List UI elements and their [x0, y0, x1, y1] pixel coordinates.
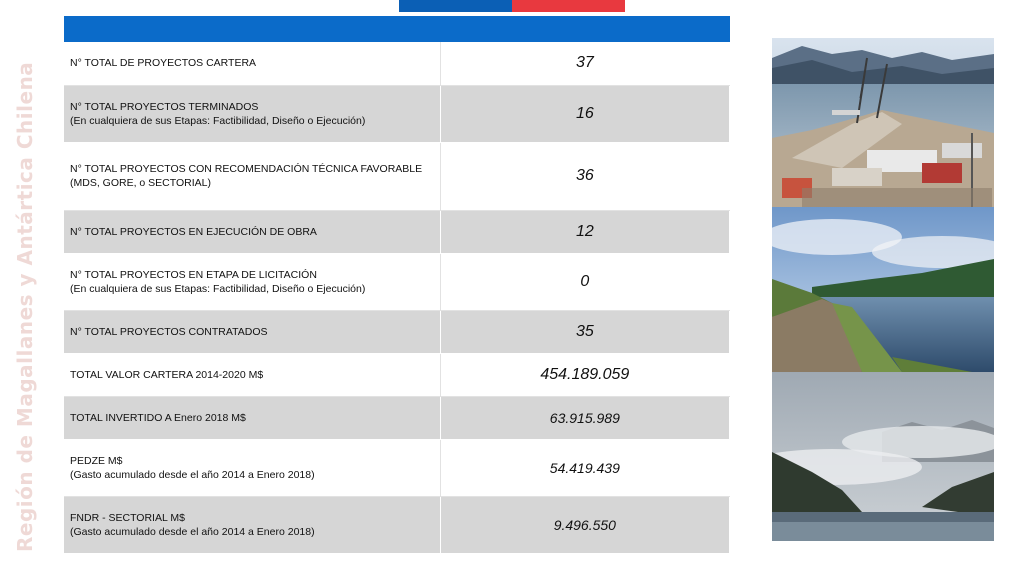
row-label: [64, 142, 440, 210]
table-row: [64, 353, 730, 396]
row-title: FNDR - SECTORIAL M$: [70, 511, 185, 524]
row-value: 37: [440, 42, 729, 85]
row-label: [64, 496, 440, 553]
row-label: [64, 396, 440, 439]
row-subtitle: (MDS, GORE, o SECTORIAL): [70, 177, 211, 189]
port-construction-image: [772, 38, 994, 207]
row-title: TOTAL VALOR CARTERA 2014-2020 M$: [70, 368, 264, 381]
table-row: [64, 85, 730, 142]
row-subtitle: (En cualquiera de sus Etapas: Factibilidad, Diseño o Ejecución): [70, 282, 366, 295]
row-value: 36: [440, 142, 729, 210]
row-value: 35: [440, 310, 729, 353]
row-value: 63.915.989: [440, 396, 729, 439]
row-subtitle: (En cualquiera de sus Etapas: Factibilidad, Diseño o Ejecución): [70, 114, 366, 127]
lakeside-road-photo: [772, 207, 994, 372]
table-row: [64, 142, 730, 210]
row-title: TOTAL INVERTIDO A Enero 2018 M$: [70, 411, 246, 424]
row-label: [64, 210, 440, 253]
row-value: 12: [440, 210, 729, 253]
row-label: [64, 439, 440, 496]
row-title: PEDZE M$: [70, 454, 123, 467]
row-title: N° TOTAL DE PROYECTOS CARTERA: [70, 57, 257, 70]
table-row: [64, 310, 730, 353]
row-label: [64, 42, 440, 85]
row-subtitle: (Gasto acumulado desde el año 2014 a Enero 2018): [70, 525, 315, 538]
row-value: 16: [440, 85, 729, 142]
table-row: [64, 210, 730, 253]
row-title: N° TOTAL PROYECTOS CON RECOMENDACIÓN TÉCNICA FAVORABLE: [70, 163, 423, 175]
table-row: [64, 253, 730, 310]
port-construction-photo: [772, 38, 994, 207]
row-title: N° TOTAL PROYECTOS EN ETAPA DE LICITACIÓN: [70, 268, 317, 281]
row-value: 9.496.550: [440, 496, 729, 553]
projects-table: [64, 16, 730, 554]
table-header-row: [64, 16, 730, 42]
flag-red-bar: [512, 0, 625, 12]
row-label: [64, 253, 440, 310]
row-value: 0: [440, 253, 729, 310]
row-subtitle: (Gasto acumulado desde el año 2014 a Enero 2018): [70, 468, 315, 481]
row-title: N° TOTAL PROYECTOS TERMINADOS: [70, 100, 259, 113]
table-header: [64, 16, 730, 42]
row-label: [64, 353, 440, 396]
row-title: N° TOTAL PROYECTOS EN EJECUCIÓN DE OBRA: [70, 225, 317, 238]
table-row: [64, 396, 730, 439]
fjord-photo: [772, 372, 994, 541]
side-title: Región de Magallanes y Antártica Chilena: [13, 61, 37, 552]
lakeside-road-image: [772, 207, 994, 372]
row-value: 454.189.059: [440, 353, 729, 396]
table-row: [64, 42, 730, 85]
row-title: N° TOTAL PROYECTOS CONTRATADOS: [70, 325, 268, 338]
row-label: [64, 310, 440, 353]
table-row: [64, 496, 730, 553]
fjord-image: [772, 372, 994, 541]
row-label: [64, 85, 440, 142]
table-row: [64, 439, 730, 496]
row-value: 54.419.439: [440, 439, 729, 496]
flag-blue-bar: [399, 0, 512, 12]
